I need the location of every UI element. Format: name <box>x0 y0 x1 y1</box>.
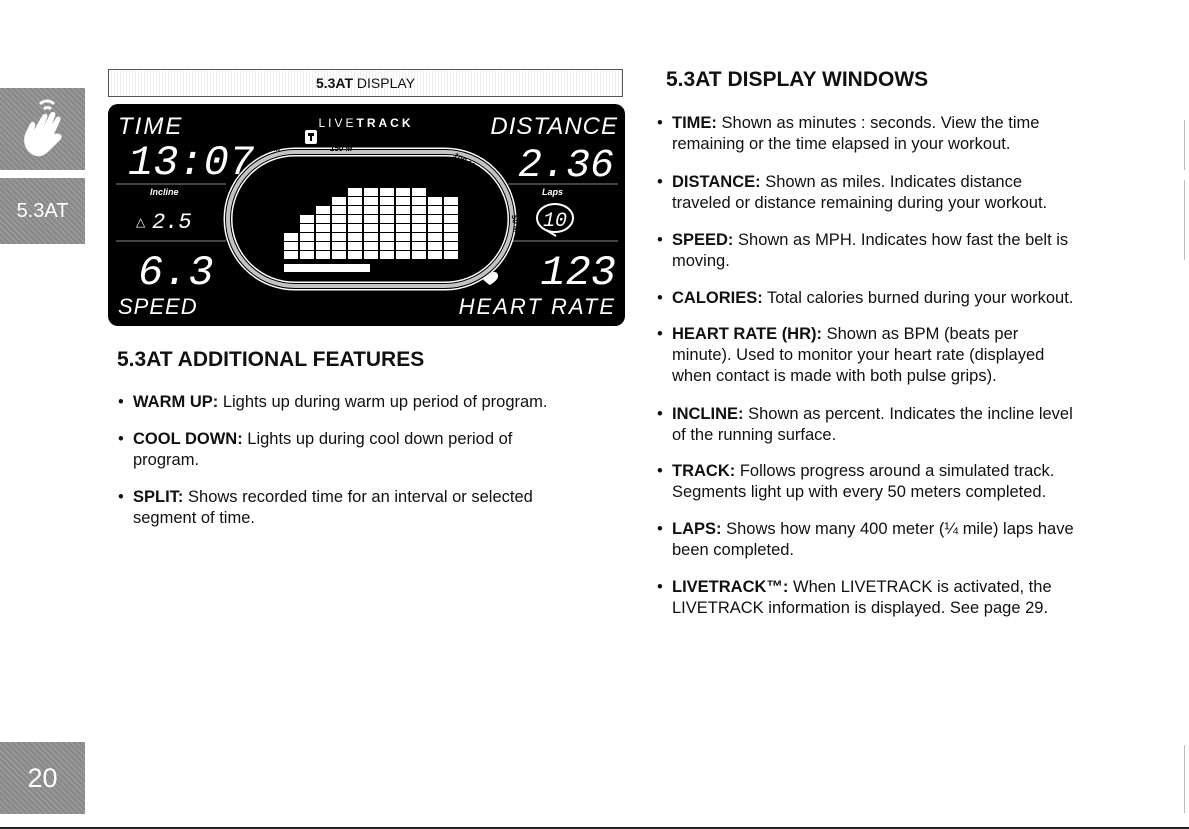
track-400-label: 400 M <box>402 272 425 281</box>
progress-bar-cell <box>364 188 378 196</box>
progress-bar-cell <box>332 224 346 232</box>
progress-bar-cell <box>316 215 330 223</box>
progress-bar-cell <box>396 197 410 205</box>
progress-bar-cell <box>380 188 394 196</box>
progress-bar-cell <box>332 206 346 214</box>
progress-bar-cell <box>444 197 458 205</box>
livetrack-prefix: LIVE <box>318 116 357 130</box>
hand-tab <box>0 88 85 170</box>
additional-item <box>118 429 512 471</box>
additional-item <box>118 487 533 529</box>
livetrack-suffix: TRACK <box>356 116 414 130</box>
item-text: Shows recorded time for an interval or selected <box>183 488 533 506</box>
item-text: When LIVETRACK is activated, the <box>788 578 1052 596</box>
display-caption-bold: 5.3AT <box>315 75 354 91</box>
item-text: Shows how many 400 meter (¼ mile) laps have <box>721 520 1074 538</box>
item-text: been completed. <box>672 541 795 559</box>
distance-value: 2.36 <box>517 144 614 189</box>
windows-item <box>657 113 1039 155</box>
progress-bar-cell <box>444 215 458 223</box>
incline-value: 2.5 <box>152 210 192 235</box>
item-text: Shown as MPH. Indicates how fast the belt is <box>733 231 1069 249</box>
progress-bar-cell <box>412 251 426 259</box>
additional-features-title: 5.3AT ADDITIONAL FEATURES <box>117 348 425 371</box>
item-term: TRACK: <box>672 462 736 480</box>
progress-bar-cell <box>380 215 394 223</box>
progress-bar-cell <box>348 188 362 196</box>
display-windows-title: 5.3AT DISPLAY WINDOWS <box>666 68 929 91</box>
time-label: TIME <box>118 113 184 140</box>
item-text: Shown as minutes : seconds. View the time <box>716 114 1040 132</box>
progress-bar-cell <box>364 242 378 250</box>
svg-text:△: △ <box>136 215 146 229</box>
windows-item <box>657 288 1073 309</box>
progress-bar-cell <box>284 233 298 241</box>
item-term: DISTANCE: <box>672 173 761 191</box>
progress-bar-cell <box>380 251 394 259</box>
windows-item <box>657 230 1068 272</box>
progress-bar-cell <box>412 215 426 223</box>
progress-bar-cell <box>348 224 362 232</box>
progress-bar-cell <box>396 233 410 241</box>
progress-bar-cell <box>316 242 330 250</box>
progress-bar-cell <box>364 224 378 232</box>
item-text: segment of time. <box>133 509 255 527</box>
page-number: 20 <box>27 762 58 793</box>
section-tab <box>0 178 85 244</box>
incline-label: Incline <box>150 187 179 197</box>
console-display <box>108 104 625 326</box>
progress-bar-cell <box>380 206 394 214</box>
progress-bar-cell <box>380 224 394 232</box>
progress-bar-cell <box>428 206 442 214</box>
item-text: Shown as percent. Indicates the incline level <box>743 405 1073 423</box>
distance-label: DISTANCE <box>490 113 618 140</box>
progress-bar-cell <box>428 242 442 250</box>
section-tab-label: 5.3AT <box>16 199 69 222</box>
progress-bar-cell <box>316 206 330 214</box>
progress-bar-cell <box>364 197 378 205</box>
item-text: Segments light up with every 50 meters completed. <box>672 483 1047 501</box>
display-caption-rest: DISPLAY <box>353 75 416 91</box>
progress-bar-cell <box>284 242 298 250</box>
progress-bar-cell <box>444 251 458 259</box>
progress-bar-cell <box>428 233 442 241</box>
progress-bar-cell <box>444 242 458 250</box>
item-term: HEART RATE (HR): <box>672 325 823 343</box>
speed-label: SPEED <box>118 294 198 319</box>
item-text: LIVETRACK information is displayed. See page 29. <box>672 599 1049 617</box>
progress-bar-cell <box>316 224 330 232</box>
progress-bar-cell <box>348 206 362 214</box>
progress-bar-cell <box>412 206 426 214</box>
progress-bar-cell <box>412 197 426 205</box>
windows-item <box>657 172 1047 214</box>
item-text: Total calories burned during your workout. <box>762 289 1074 307</box>
progress-bar-cell <box>428 224 442 232</box>
laps-label: Laps <box>542 187 564 197</box>
progress-bar-cell <box>396 224 410 232</box>
progress-bar-cell <box>364 233 378 241</box>
progress-bar-cell <box>444 233 458 241</box>
progress-bar-cell <box>380 233 394 241</box>
progress-bar-cell <box>300 215 314 223</box>
progress-bar-cell <box>412 242 426 250</box>
progress-bar-cell <box>396 206 410 214</box>
progress-bar-cell <box>332 251 346 259</box>
progress-bar-cell <box>332 215 346 223</box>
windows-item <box>657 577 1052 619</box>
progress-bar-cell <box>332 233 346 241</box>
progress-bar-cell <box>428 251 442 259</box>
progress-bar-cell <box>348 251 362 259</box>
item-term: WARM UP: <box>133 393 219 411</box>
item-text: Follows progress around a simulated track. <box>735 462 1055 480</box>
svg-text:LIVETRACK <box>318 116 413 130</box>
progress-bar-grid <box>284 188 458 259</box>
item-term: CALORIES: <box>672 289 763 307</box>
windows-item <box>657 404 1073 446</box>
hand-pointer-icon <box>14 96 72 162</box>
item-text: of the running surface. <box>672 426 837 444</box>
item-text: Lights up during warm up period of program. <box>218 393 548 411</box>
windows-item <box>657 461 1054 503</box>
track-progress-bar <box>284 264 370 272</box>
display-caption <box>108 69 623 97</box>
item-text: program. <box>133 451 200 469</box>
item-term: LIVETRACK™: <box>672 578 789 596</box>
console-graphic <box>108 104 625 326</box>
laps-value: 10 <box>542 210 568 233</box>
progress-bar-cell <box>284 251 298 259</box>
progress-bar-cell <box>348 197 362 205</box>
progress-bar-cell <box>428 215 442 223</box>
progress-bar-cell <box>332 242 346 250</box>
progress-bar-cell <box>364 215 378 223</box>
item-text: Shown as miles. Indicates distance <box>760 173 1022 191</box>
progress-bar-cell <box>348 233 362 241</box>
item-text: traveled or distance remaining during your workout. <box>672 194 1048 212</box>
item-text: Shown as BPM (beats per <box>822 325 1019 343</box>
item-term: SPEED: <box>672 231 734 249</box>
progress-bar-cell <box>348 242 362 250</box>
track-100-label: 100 M <box>451 150 476 170</box>
item-term: INCLINE: <box>672 405 744 423</box>
speed-value: 6.3 <box>138 249 214 297</box>
progress-bar-cell <box>316 233 330 241</box>
progress-bar-cell <box>396 188 410 196</box>
page-number-tab <box>0 742 85 814</box>
progress-bar-cell <box>300 242 314 250</box>
progress-bar-cell <box>364 206 378 214</box>
additional-item <box>118 392 548 413</box>
item-text: moving. <box>672 252 730 270</box>
edge-mark <box>1184 120 1185 170</box>
track-250-label: 250 M <box>232 198 246 223</box>
progress-bar-cell <box>300 251 314 259</box>
progress-bar-cell <box>316 251 330 259</box>
progress-bar-cell <box>428 197 442 205</box>
progress-bar-cell <box>332 197 346 205</box>
item-term: TIME: <box>672 114 717 132</box>
progress-bar-cell <box>364 251 378 259</box>
track-50-label: 50 M <box>509 214 522 234</box>
windows-item <box>657 324 1044 387</box>
progress-bar-cell <box>300 233 314 241</box>
progress-bar-cell <box>444 206 458 214</box>
progress-bar-cell <box>412 233 426 241</box>
progress-bar-cell <box>412 188 426 196</box>
item-term: SPLIT: <box>133 488 184 506</box>
progress-bar-cell <box>396 242 410 250</box>
heart-rate-label: HEART RATE <box>458 294 616 319</box>
item-term: LAPS: <box>672 520 722 538</box>
progress-bar-cell <box>348 215 362 223</box>
heart-rate-value: 123 <box>540 249 616 297</box>
time-value: 13:07 <box>128 139 255 187</box>
progress-bar-cell <box>300 224 314 232</box>
windows-item <box>657 519 1074 561</box>
item-text: when contact is made with both pulse grips). <box>672 367 997 385</box>
item-term: COOL DOWN: <box>133 430 243 448</box>
track-150-label: 150 M <box>330 144 353 153</box>
progress-bar-cell <box>380 242 394 250</box>
progress-bar-cell <box>396 215 410 223</box>
item-text: minute). Used to monitor your heart rate (displayed <box>672 346 1045 364</box>
progress-bar-cell <box>396 251 410 259</box>
edge-mark <box>1184 180 1185 260</box>
progress-bar-cell <box>412 224 426 232</box>
item-text: remaining or the time elapsed in your workout. <box>672 135 1011 153</box>
edge-mark <box>1184 745 1185 813</box>
progress-bar-cell <box>444 224 458 232</box>
track-200-label: 200 M <box>258 144 281 153</box>
item-text: Lights up during cool down period of <box>242 430 513 448</box>
progress-bar-cell <box>380 197 394 205</box>
